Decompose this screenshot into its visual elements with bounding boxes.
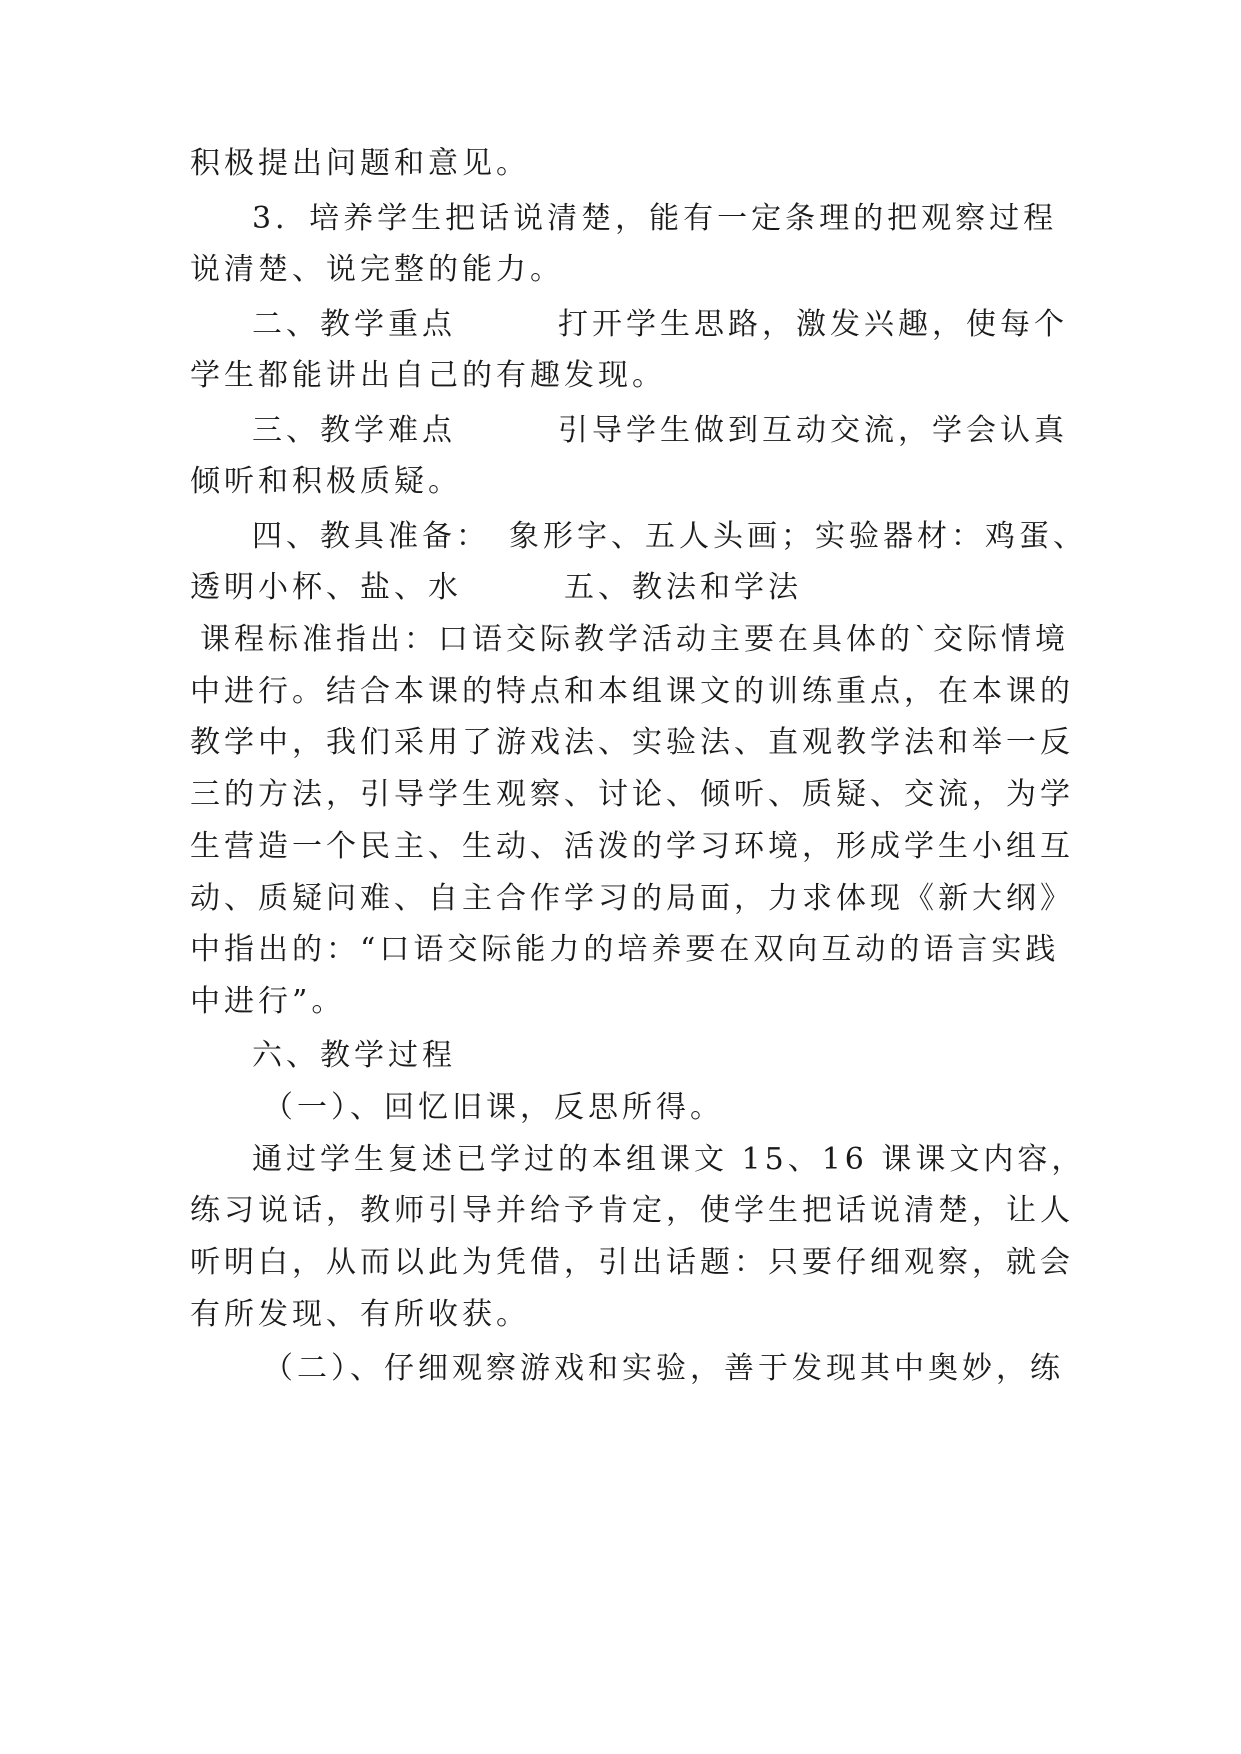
- text-line: 二、教学重点 打开学生思路，激发兴趣，使每个: [252, 307, 1068, 342]
- text-line: 中进行。结合本课的特点和本组课文的训练重点，在本课的: [190, 674, 1074, 709]
- text-line: 教学中，我们采用了游戏法、实验法、直观教学法和举一反: [190, 725, 1074, 760]
- text-line: 中进行”。: [190, 984, 346, 1019]
- text-line: 课程标准指出：口语交际教学活动主要在具体的`交际情境: [200, 622, 1069, 657]
- section-heading: 六、教学过程: [252, 1038, 456, 1073]
- text-line: 生营造一个民主、生动、活泼的学习环境，形成学生小组互: [190, 829, 1074, 864]
- text-line: 有所发现、有所收获。: [190, 1297, 530, 1332]
- text-line: 学生都能讲出自己的有趣发现。: [190, 358, 666, 393]
- subsection-heading: （二）、仔细观察游戏和实验，善于发现其中奥妙，练: [263, 1351, 1064, 1386]
- text-line: 听明白，从而以此为凭借，引出话题：只要仔细观察，就会: [190, 1245, 1074, 1280]
- text-line: 三、教学难点 引导学生做到互动交流，学会认真: [252, 413, 1068, 448]
- text-line: 练习说话，教师引导并给予肯定，使学生把话说清楚，让人: [190, 1193, 1074, 1228]
- text-line: 三的方法，引导学生观察、讨论、倾听、质疑、交流，为学: [190, 777, 1074, 812]
- text-line: 说清楚、说完整的能力。: [190, 252, 564, 287]
- text-line: 透明小杯、盐、水 五、教法和学法: [190, 570, 802, 605]
- text-line: 中指出的：“口语交际能力的培养要在双向互动的语言实践: [190, 932, 1060, 967]
- text-line: 通过学生复述已学过的本组课文 15、16 课课文内容，: [252, 1142, 1086, 1177]
- subsection-heading: （一）、回忆旧课，反思所得。: [263, 1090, 724, 1125]
- text-line: 3．培养学生把话说清楚，能有一定条理的把观察过程: [252, 201, 1058, 236]
- text-line: 积极提出问题和意见。: [190, 146, 530, 181]
- text-line: 四、教具准备： 象形字、五人头画；实验器材：鸡蛋、: [252, 519, 1087, 554]
- text-line: 动、质疑问难、自主合作学习的局面，力求体现《新大纲》: [190, 881, 1074, 916]
- text-line: 倾听和积极质疑。: [190, 464, 462, 499]
